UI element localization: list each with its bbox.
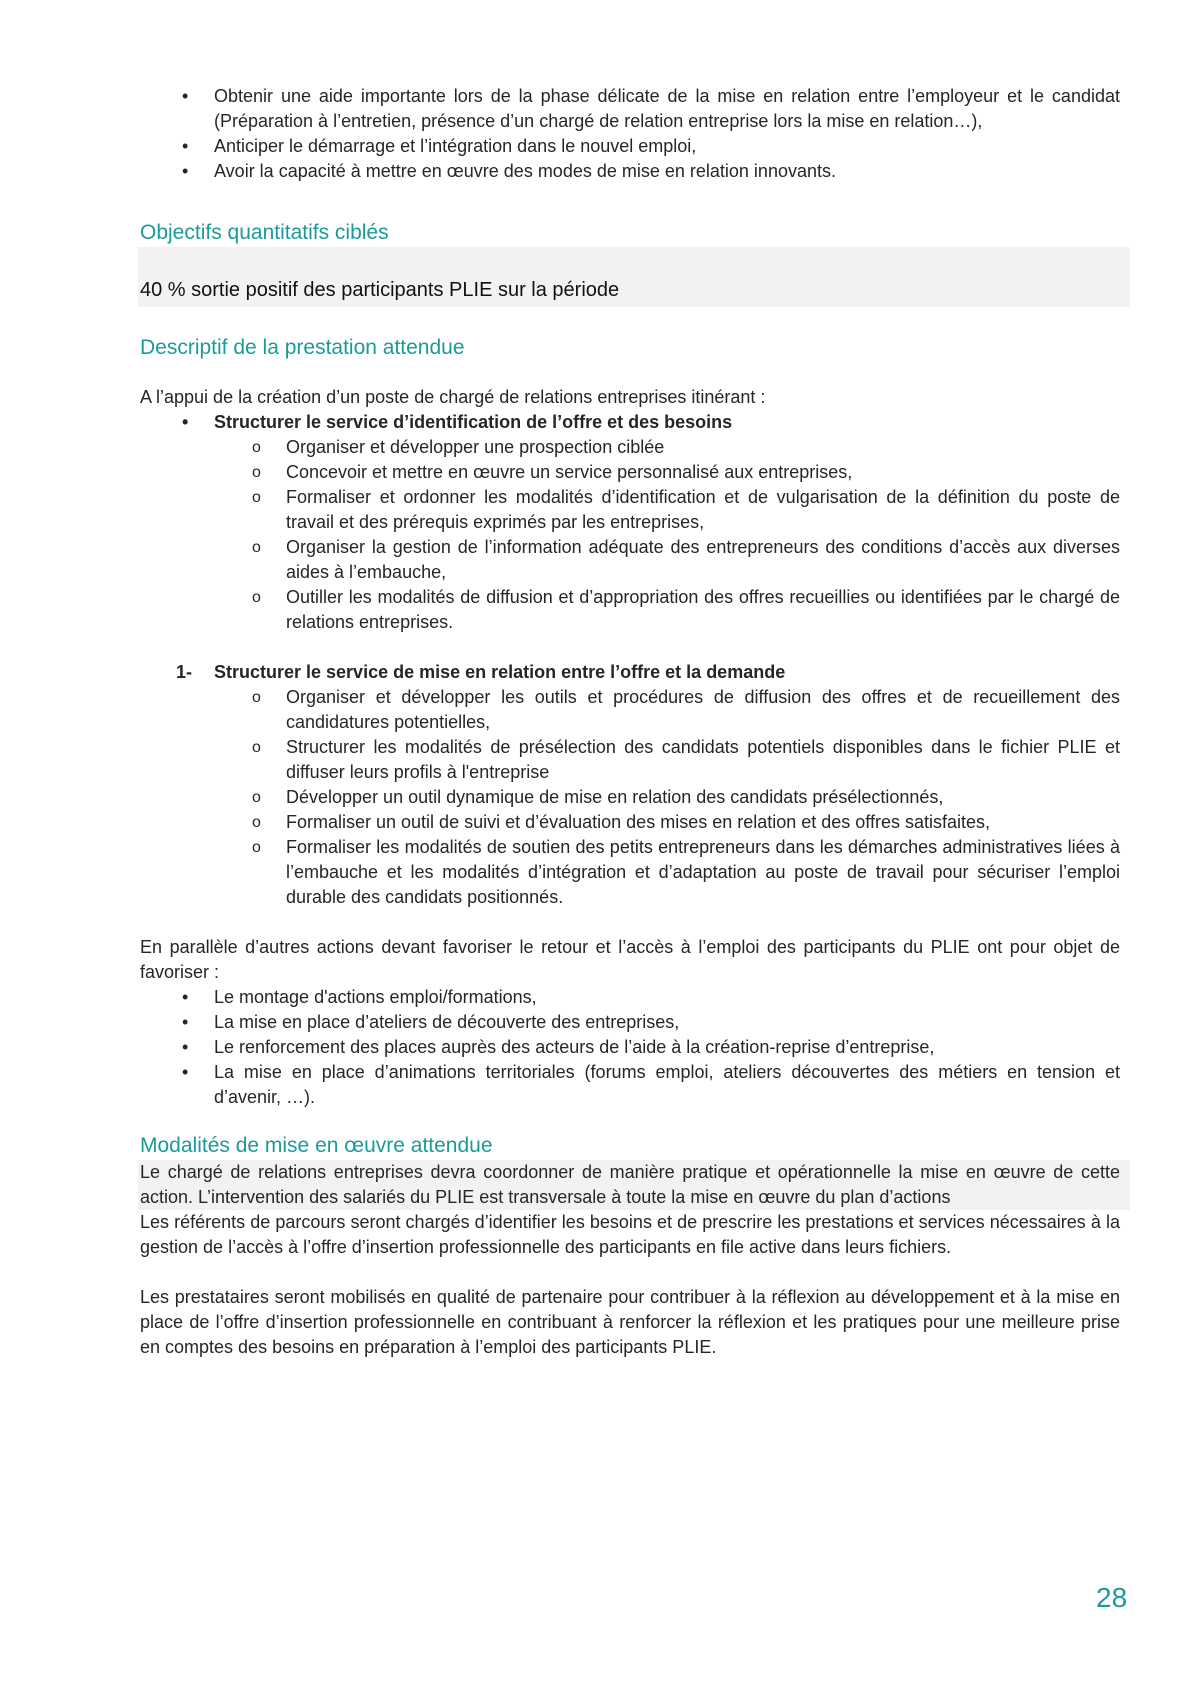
modalites-paragraph-2: Les référents de parcours seront chargés d’identifier les besoins et de prescrire les prestations et services nécessaires à la gestion de l’accès à l’offre d’insertion professionnelle des participants en file active dans leurs fichiers. [140,1212,1120,1257]
circle-bullet-icon: o [252,539,261,556]
section2-number: 1- [176,662,193,682]
parallel-intro: En parallèle d’autres actions devant favoriser le retour et l’accès à l’emploi des participants du PLIE ont pour objet de favoriser : [140,937,1120,982]
objectifs-text: 40 % sortie positif des participants PLIE sur la période [140,279,620,301]
circle-bullet-icon: o [252,689,261,706]
list-item: • Le renforcement des places auprès des acteurs de l’aide à la création-reprise d’entreprise, [140,1035,1120,1060]
circle-bullet-icon: o [252,464,261,481]
objectifs-heading: Objectifs quantitatifs ciblés [140,221,389,244]
circle-bullet-icon: o [252,789,261,806]
bullet-icon: • [182,161,189,181]
page-number: 28 [1096,1582,1128,1613]
list-item: • La mise en place d’ateliers de découverte des entreprises, [140,1010,1120,1035]
circle-bullet-icon: o [252,589,261,606]
bullet-icon: • [182,86,189,106]
modalites-heading: Modalités de mise en œuvre attendue [140,1134,493,1157]
section1-list [140,435,1120,635]
list-item: • La mise en place d’animations territoriales (forums emploi, ateliers découvertes des métiers en tension et d’avenir, …). [182,1062,1120,1107]
document-page [140,84,1120,1360]
list-item: • Anticiper le démarrage et l’intégration dans le nouvel emploi, [140,134,1120,159]
list-item: o Outiller les modalités de diffusion et d’appropriation des offres recueillies ou identifiées par le chargé de relations entreprises. [252,587,1120,632]
descriptif-heading: Descriptif de la prestation attendue [140,336,465,359]
bullet-icon: • [182,987,189,1007]
bullet-icon: • [182,1062,189,1082]
modalites-shaded-block [138,1160,1130,1210]
circle-bullet-icon: o [252,489,261,506]
section2-list [140,685,1120,910]
circle-bullet-icon: o [252,739,261,756]
list-item: o Développer un outil dynamique de mise en relation des candidats présélectionnés, [140,785,1120,810]
list-item: o Organiser et développer une prospection ciblée [140,435,1120,460]
circle-bullet-icon: o [252,439,261,456]
modalites-paragraph-1: Le chargé de relations entreprises devra coordonner de manière pratique et opérationnelle la mise en œuvre de cette action. L’intervention des salariés du PLIE est transversale à toute la mise en œuvre du plan d’actions [140,1162,1120,1207]
bullet-icon: • [182,136,189,156]
list-item: o Concevoir et mettre en œuvre un service personnalisé aux entreprises, [140,460,1120,485]
section1-title: • Structurer le service d’identification de l’offre et des besoins [140,410,1120,435]
section2-title: 1- Structurer le service de mise en relation entre l’offre et la demande [140,660,1120,685]
circle-bullet-icon: o [252,814,261,831]
list-item: o Organiser la gestion de l’information adéquate des entrepreneurs des conditions d’accès aux diverses aides à l’embauche, [252,537,1120,582]
list-item: o Organiser et développer les outils et procédures de diffusion des offres et de recueillement des candidatures potentielles, [252,687,1120,732]
list-item: o Structurer les modalités de présélection des candidats potentiels disponibles dans le fichier PLIE et diffuser leurs profils à l'entreprise [252,737,1120,782]
list-item: o Formaliser les modalités de soutien des petits entrepreneurs dans les démarches administratives liées à l’embauche et les modalités d’intégration et d’adaptation au poste de travail pour sécuriser l’emploi durable des candidats positionnés. [252,837,1120,907]
objectifs-box [138,247,1130,307]
list-item: o Formaliser et ordonner les modalités d’identification et de vulgarisation de la définition du poste de travail et des prérequis exprimés par les entreprises, [252,487,1120,532]
bullet-icon: • [182,1012,189,1032]
parallel-bullet-list [140,985,1120,1110]
bullet-icon: • [182,1037,189,1057]
list-item: o Formaliser un outil de suivi et d’évaluation des mises en relation et des offres satisfaites, [140,810,1120,835]
intro-bullet-list [140,84,1120,184]
list-item: • Le montage d'actions emploi/formations, [140,985,1120,1010]
list-item: • Obtenir une aide importante lors de la phase délicate de la mise en relation entre l’employeur et le candidat (Préparation à l’entretien, présence d’un chargé de relation entreprise lors la mise en relation…), [182,86,1120,131]
modalites-paragraph-3: Les prestataires seront mobilisés en qualité de partenaire pour contribuer à la réflexion au développement et à la mise en place de l’offre d’insertion professionnelle en contribuant à renforcer la réflexion et les pratiques pour une meilleure prise en comptes des besoins en préparation à l’emploi des participants PLIE. [140,1287,1120,1357]
circle-bullet-icon: o [252,839,261,856]
list-item: • Avoir la capacité à mettre en œuvre des modes de mise en relation innovants. [140,159,1120,184]
descriptif-intro: A l’appui de la création d’un poste de chargé de relations entreprises itinérant : [140,387,766,407]
bullet-icon: • [182,412,189,432]
